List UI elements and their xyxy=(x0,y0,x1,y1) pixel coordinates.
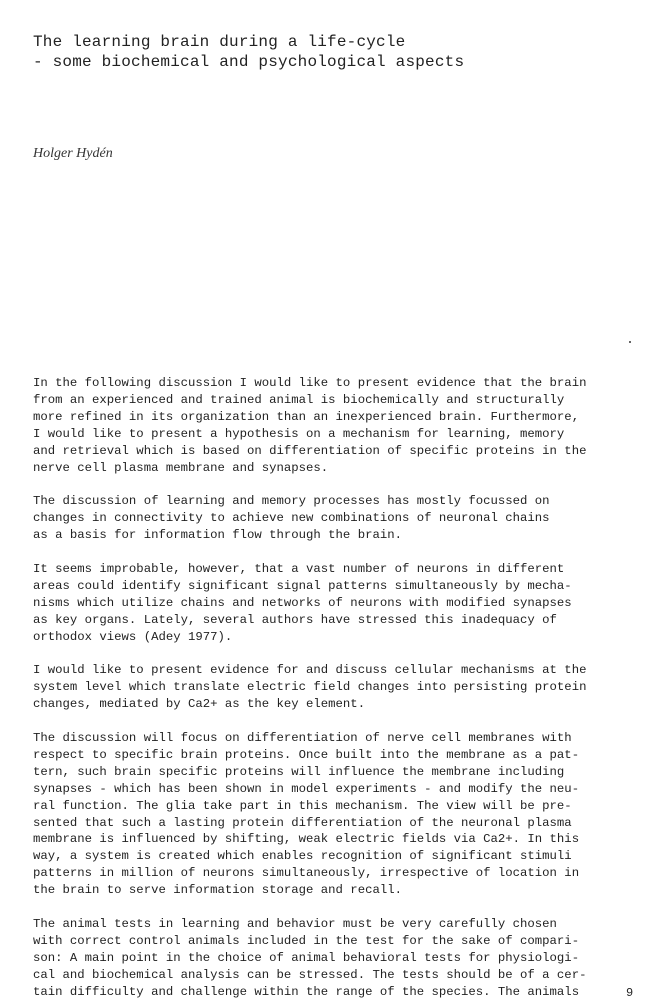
text-line: areas could identify significant signal patterns simultaneously by mecha- xyxy=(33,578,572,593)
paragraph xyxy=(33,493,650,544)
paragraph xyxy=(33,730,650,899)
text-line: orthodox views (Adey 1977). xyxy=(33,629,233,644)
text-line: respect to specific brain proteins. Once built into the membrane as a pat- xyxy=(33,747,580,762)
text-line: way, a system is created which enables recognition of significant stimuli xyxy=(33,849,572,864)
text-line: In the following discussion I would like to present evidence that the brain xyxy=(33,376,587,390)
chapter-title xyxy=(33,32,464,72)
page-number: 9 xyxy=(626,986,634,1000)
text-line: more refined in its organization than an inexperienced brain. Furthermore, xyxy=(33,409,580,424)
text-line: son: A main point in the choice of animal behavioral tests for physiologi- xyxy=(33,950,580,965)
author-name: Holger Hydén xyxy=(33,146,113,161)
text-line: It seems improbable, however, that a vast number of neurons in different xyxy=(33,561,565,576)
text-line: tain difficulty and challenge within the range of the species. The animals xyxy=(33,984,580,999)
text-line: tern, such brain specific proteins will influence the membrane including xyxy=(33,764,565,779)
text-line: The discussion of learning and memory processes has mostly focussed on xyxy=(33,494,550,509)
text-line: I would like to present evidence for and discuss cellular mechanisms at the xyxy=(33,663,587,678)
text-line: nerve cell plasma membrane and synapses. xyxy=(33,460,329,475)
text-line: with correct control animals included in the test for the sake of compari- xyxy=(33,933,580,948)
text-line: cal and biochemical analysis can be stressed. The tests should be of a cer- xyxy=(33,967,587,982)
text-line: system level which translate electric field changes into persisting protein xyxy=(33,680,587,695)
text-line: sented that such a lasting protein differentiation of the neuronal plasma xyxy=(33,815,572,830)
paragraph xyxy=(33,916,650,1001)
scan-speck xyxy=(629,341,631,343)
text-line: patterns in million of neurons simultaneously, irrespective of location in xyxy=(33,866,580,881)
text-line: changes, mediated by Ca2+ as the key element. xyxy=(33,697,366,712)
text-line: as key organs. Lately, several authors have stressed this inadequacy of xyxy=(33,612,557,627)
paragraph xyxy=(33,561,650,646)
paragraph xyxy=(33,375,650,476)
paragraph xyxy=(33,662,650,713)
title-line: - some biochemical and psychological aspects xyxy=(33,53,465,71)
text-line: nisms which utilize chains and networks of neurons with modified synapses xyxy=(33,595,572,610)
text-line: membrane is influenced by shifting, weak electric fields via Ca2+. In this xyxy=(33,832,580,847)
text-line: ral function. The glia take part in this mechanism. The view will be pre- xyxy=(33,798,572,813)
text-line: changes in connectivity to achieve new combinations of neuronal chains xyxy=(33,511,550,526)
text-line: from an experienced and trained animal is biochemically and structurally xyxy=(33,392,565,407)
text-line: The discussion will focus on differentiation of nerve cell membranes with xyxy=(33,730,572,745)
text-line: the brain to serve information storage and recall. xyxy=(33,883,402,898)
text-line: The animal tests in learning and behavior must be very carefully chosen xyxy=(33,916,557,931)
title-line: The learning brain during a life-cycle xyxy=(33,33,406,51)
body-text xyxy=(33,375,650,1000)
text-line: I would like to present a hypothesis on a mechanism for learning, memory xyxy=(33,426,565,441)
text-line: and retrieval which is based on differentiation of specific proteins in the xyxy=(33,443,587,458)
text-line: as a basis for information flow through the brain. xyxy=(33,528,402,543)
text-line: synapses - which has been shown in model experiments - and modify the neu- xyxy=(33,781,580,796)
